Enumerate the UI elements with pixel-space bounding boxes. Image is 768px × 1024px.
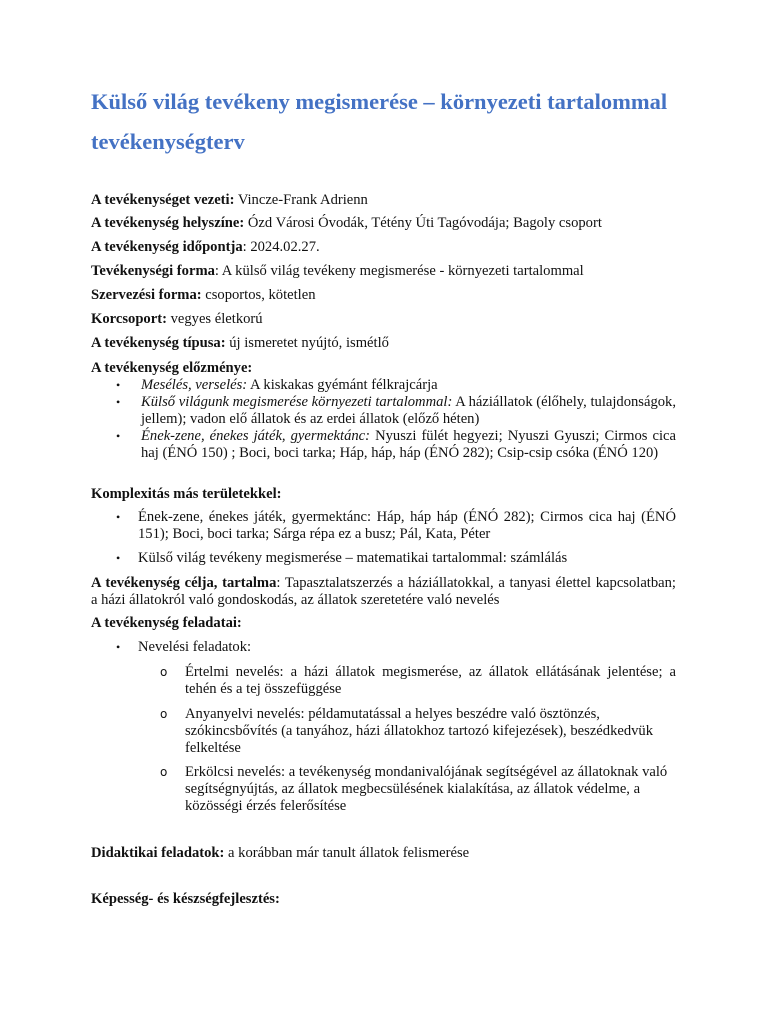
tasks-heading: A tevékenység feladatai: — [91, 615, 242, 631]
location-label: A tevékenység helyszíne: — [91, 215, 245, 231]
circle-bullet-icon: o — [160, 707, 168, 721]
circle-bullet-icon: o — [160, 765, 168, 779]
leader-label: A tevékenységet vezeti: — [91, 192, 235, 208]
didactic-text: a korábban már tanult állatok felismerése — [224, 845, 470, 861]
leader-line — [91, 192, 676, 209]
task-sub-item: Anyanyelvi nevelés: példamutatással a helyes beszédre való ösztönzés, szókincsbővítés (a tanyához, házi állatokhoz tartozó kifejezések), beszédkedvük felkeltése — [185, 706, 654, 756]
tasks-item: Nevelési feladatok: — [138, 639, 252, 655]
didactic-line — [91, 845, 676, 862]
goal-paragraph — [91, 575, 676, 609]
antecedent-item: Mesélés, verselés: A kiskakas gyémánt félkrajcárja — [141, 377, 438, 393]
goal-text: : Tapasztalatszerzés a háziállatokkal, a tanyasi élettel kapcsolatban; a házi állatokról való gondoskodás, az állatok szeretetére való nevelés — [91, 575, 676, 608]
bullet-icon: • — [116, 429, 121, 443]
type-value: új ismeretet nyújtó, ismétlő — [225, 335, 389, 351]
antecedents-heading: A tevékenység előzménye: — [91, 360, 253, 376]
antecedent-item: Külső világunk megismerése környezeti tartalommal: A háziállatok (élőhely, tulajdonságok, jellem); vadon elő állatok és az erdei állatok (előző héten) — [141, 394, 676, 427]
goal-label: A tevékenység célja, tartalma — [91, 575, 277, 591]
location-line — [91, 215, 676, 232]
antecedent-item: Ének-zene, énekes játék, gyermektánc: Nyuszi fülét hegyezi; Nyuszi Gyuszi; Cirmos cica haj (ÉNÓ 150) ; Boci, boci tarka; Háp, háp, háp (ÉNÓ 282); Csip-csip csóka (ÉNÓ 120) — [141, 428, 677, 461]
bullet-icon: • — [116, 510, 121, 524]
bullet-icon: • — [116, 551, 121, 565]
form-line — [91, 263, 676, 280]
date-label: A tevékenység időpontja — [91, 239, 243, 255]
task-sub-item: Értelmi nevelés: a házi állatok megismerése, az állatok ellátásának jelentése; a tehén és a tej összefüggése — [185, 664, 676, 697]
circle-bullet-icon: o — [160, 665, 168, 679]
complexity-heading: Komplexitás más területekkel: — [91, 486, 282, 502]
complexity-item: Külső világ tevékeny megismerése – matematikai tartalommal: számlálás — [138, 550, 568, 566]
age-value: vegyes életkorú — [166, 311, 263, 327]
complexity-item: Ének-zene, énekes játék, gyermektánc: Háp, háp háp (ÉNÓ 282); Cirmos cica haj (ÉNÓ 151); Boci, boci tarka; Sárga répa ez a busz; Pál, Kata, Péter — [138, 509, 676, 542]
page-title: Külső világ tevékeny megismerése – környezeti tartalommal tevékenységterv — [91, 89, 668, 154]
bullet-icon: • — [116, 640, 121, 654]
date-line — [91, 239, 676, 256]
bullet-icon: • — [116, 395, 121, 409]
date-value: : 2024.02.27. — [242, 239, 320, 255]
age-label: Korcsoport: — [91, 311, 167, 327]
org-value: csoportos, kötetlen — [201, 287, 316, 303]
org-line — [91, 287, 676, 304]
type-label: A tevékenység típusa: — [91, 335, 226, 351]
leader-value: Vincze-Frank Adrienn — [234, 192, 368, 208]
form-label: Tevékenységi forma — [91, 263, 215, 279]
age-line — [91, 311, 676, 328]
org-label: Szervezési forma: — [91, 287, 202, 303]
location-value: Ózd Városi Óvodák, Tétény Úti Tagóvodája; Bagoly csoport — [244, 215, 602, 231]
skills-heading: Képesség- és készségfejlesztés: — [91, 891, 280, 907]
type-line — [91, 335, 676, 352]
didactic-label: Didaktikai feladatok: — [91, 845, 225, 861]
form-value: : A külső világ tevékeny megismerése - környezeti tartalommal — [214, 263, 584, 279]
task-sub-item: Erkölcsi nevelés: a tevékenység mondanivalójának segítségével az állatoknak való segítségnyújtás, az állatok megbecsülésének kialakítása, az állatok védelme, a közösségi érzés felerősítése — [185, 764, 668, 814]
bullet-icon: • — [116, 378, 121, 392]
